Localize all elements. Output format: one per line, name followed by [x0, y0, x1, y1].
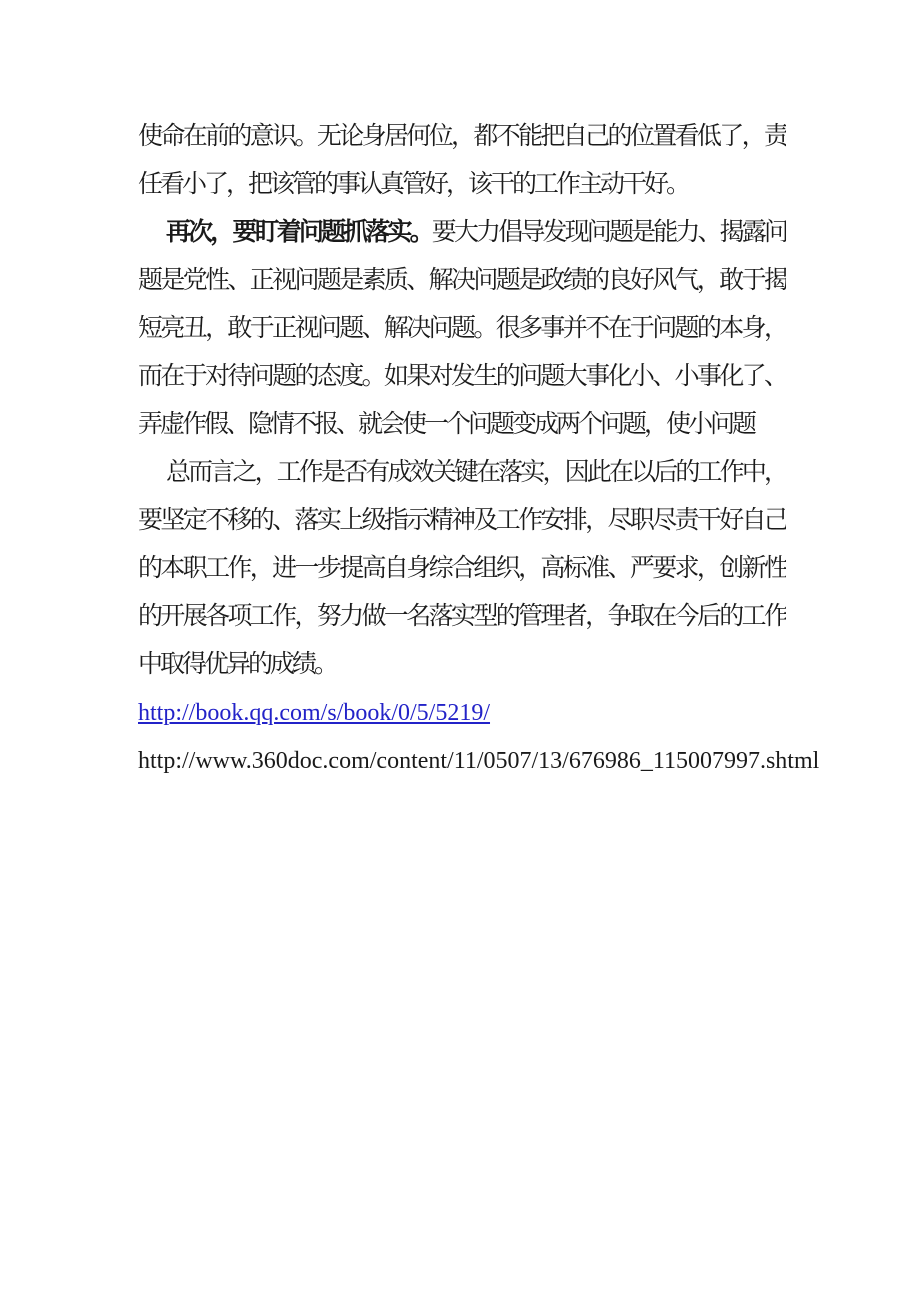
text-line: 题是党性、正视问题是素质、解决问题是政绩的良好风气，敢于揭 — [138, 267, 786, 294]
text-line: 总而言之，工作是否有成效关键在落实，因此在以后的工作中， — [166, 459, 786, 486]
paragraph-3 — [138, 449, 786, 689]
text-block — [138, 113, 820, 785]
source-link-row — [138, 689, 786, 737]
bold-lead-text: 再次，要盯着问题抓落实。 — [166, 219, 432, 246]
text-line: 任看小了，把该管的事认真管好，该干的工作主动干好。 — [138, 171, 689, 198]
text-line: 短亮丑，敢于正视问题、解决问题。很多事并不在于问题的本身， — [138, 315, 786, 342]
paragraph-2 — [138, 209, 786, 449]
text-line: 而在于对待问题的态度。如果对发生的问题大事化小、小事化了、 — [138, 363, 786, 390]
text-line: 使命在前的意识。无论身居何位，都不能把自己的位置看低了，责 — [138, 123, 786, 150]
paragraph-1 — [138, 113, 786, 209]
text-line: 要坚定不移的、落实上级指示精神及工作安排，尽职尽责干好自己 — [138, 507, 786, 534]
text-line: 弄虚作假、隐情不报、就会使一个问题变成两个问题，使小问题 — [138, 411, 755, 438]
paragraph-lead-line — [138, 209, 786, 257]
lead-rest-text: 要大力倡导发现问题是能力、揭露问 — [431, 219, 786, 246]
text-line: 的本职工作，进一步提高自身综合组织，高标准、严要求，创新性 — [138, 555, 786, 582]
book-qq-link[interactable]: http://book.qq.com/s/book/0/5/5219/ — [138, 700, 491, 726]
source-url-text: http://www.360doc.com/content/11/0507/13/676986_115007997.shtml — [138, 748, 820, 774]
text-line: 中取得优异的成绩。 — [138, 651, 337, 678]
text-line: 的开展各项工作，努力做一名落实型的管理者，争取在今后的工作 — [138, 603, 786, 630]
